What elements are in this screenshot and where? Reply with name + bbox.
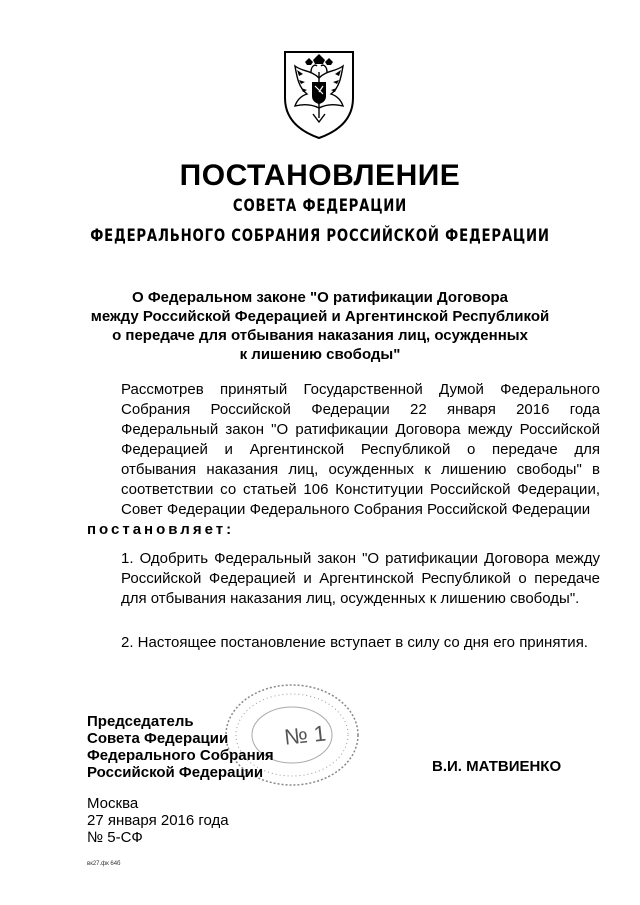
document-subject	[80, 288, 560, 364]
signatory-line: Совета Федерации	[87, 730, 229, 747]
decision-item-2	[87, 633, 600, 653]
intro-text: Рассмотрев принятый Государственной Думой Федерального Собрания Российской Федерации 22 января 2016 года Федеральный закон "О ратификации Договора между Российской Федерацией и Аргентинской Республикой о передаче для отбывания наказания лиц, осужденных к лишению свободы" в соответствии со статьей 106 Конституции Российской Федерации, Совет Федерации Федерального Собрания Российской Федерации	[121, 381, 600, 518]
decision-item-1-text: 1. Одобрить Федеральный закон "О ратификации Договора между Российской Федерацией и Аргентинской Республикой о передаче для отбывания наказания лиц, осужденных к лишению свободы".	[121, 550, 600, 607]
signatory-title	[87, 713, 274, 781]
signatory-name: В.И. МАТВИЕНКО	[432, 758, 562, 775]
decree-word: постановляет:	[87, 521, 235, 538]
signatory-line: Председатель	[87, 713, 194, 730]
document-title: ПОСТАНОВЛЕНИЕ	[179, 159, 461, 192]
file-reference: вк27.фк 64б	[87, 861, 121, 867]
russian-coat-of-arms-icon	[281, 48, 357, 140]
stamp-number: № 1	[282, 720, 328, 750]
signatory-line: Федерального Собрания	[87, 747, 274, 764]
decision-item-2-text: 2. Настоящее постановление вступает в силу со дня его принятия.	[121, 634, 588, 651]
decision-item-1	[87, 549, 600, 609]
document-place-date	[87, 795, 229, 846]
document-subtitle-council: СОВЕТА ФЕДЕРАЦИИ	[232, 196, 408, 216]
subject-line: О Федеральном законе "О ратификации Договора	[131, 289, 508, 306]
signatory-line: Российской Федерации	[87, 764, 264, 781]
subject-line: между Российской Федерацией и Аргентинской Республикой	[90, 308, 550, 325]
date: 27 января 2016 года	[87, 812, 229, 829]
document-subtitle-assembly: ФЕДЕРАЛЬНОГО СОБРАНИЯ РОССИЙСКОЙ ФЕДЕРАЦИИ	[90, 226, 550, 246]
document-number: № 5-СФ	[87, 829, 143, 846]
subject-line: к лишению свободы"	[239, 346, 401, 363]
intro-paragraph	[87, 380, 600, 540]
city: Москва	[87, 795, 139, 812]
subject-line: о передаче для отбывания наказания лиц, осужденных	[112, 327, 528, 344]
